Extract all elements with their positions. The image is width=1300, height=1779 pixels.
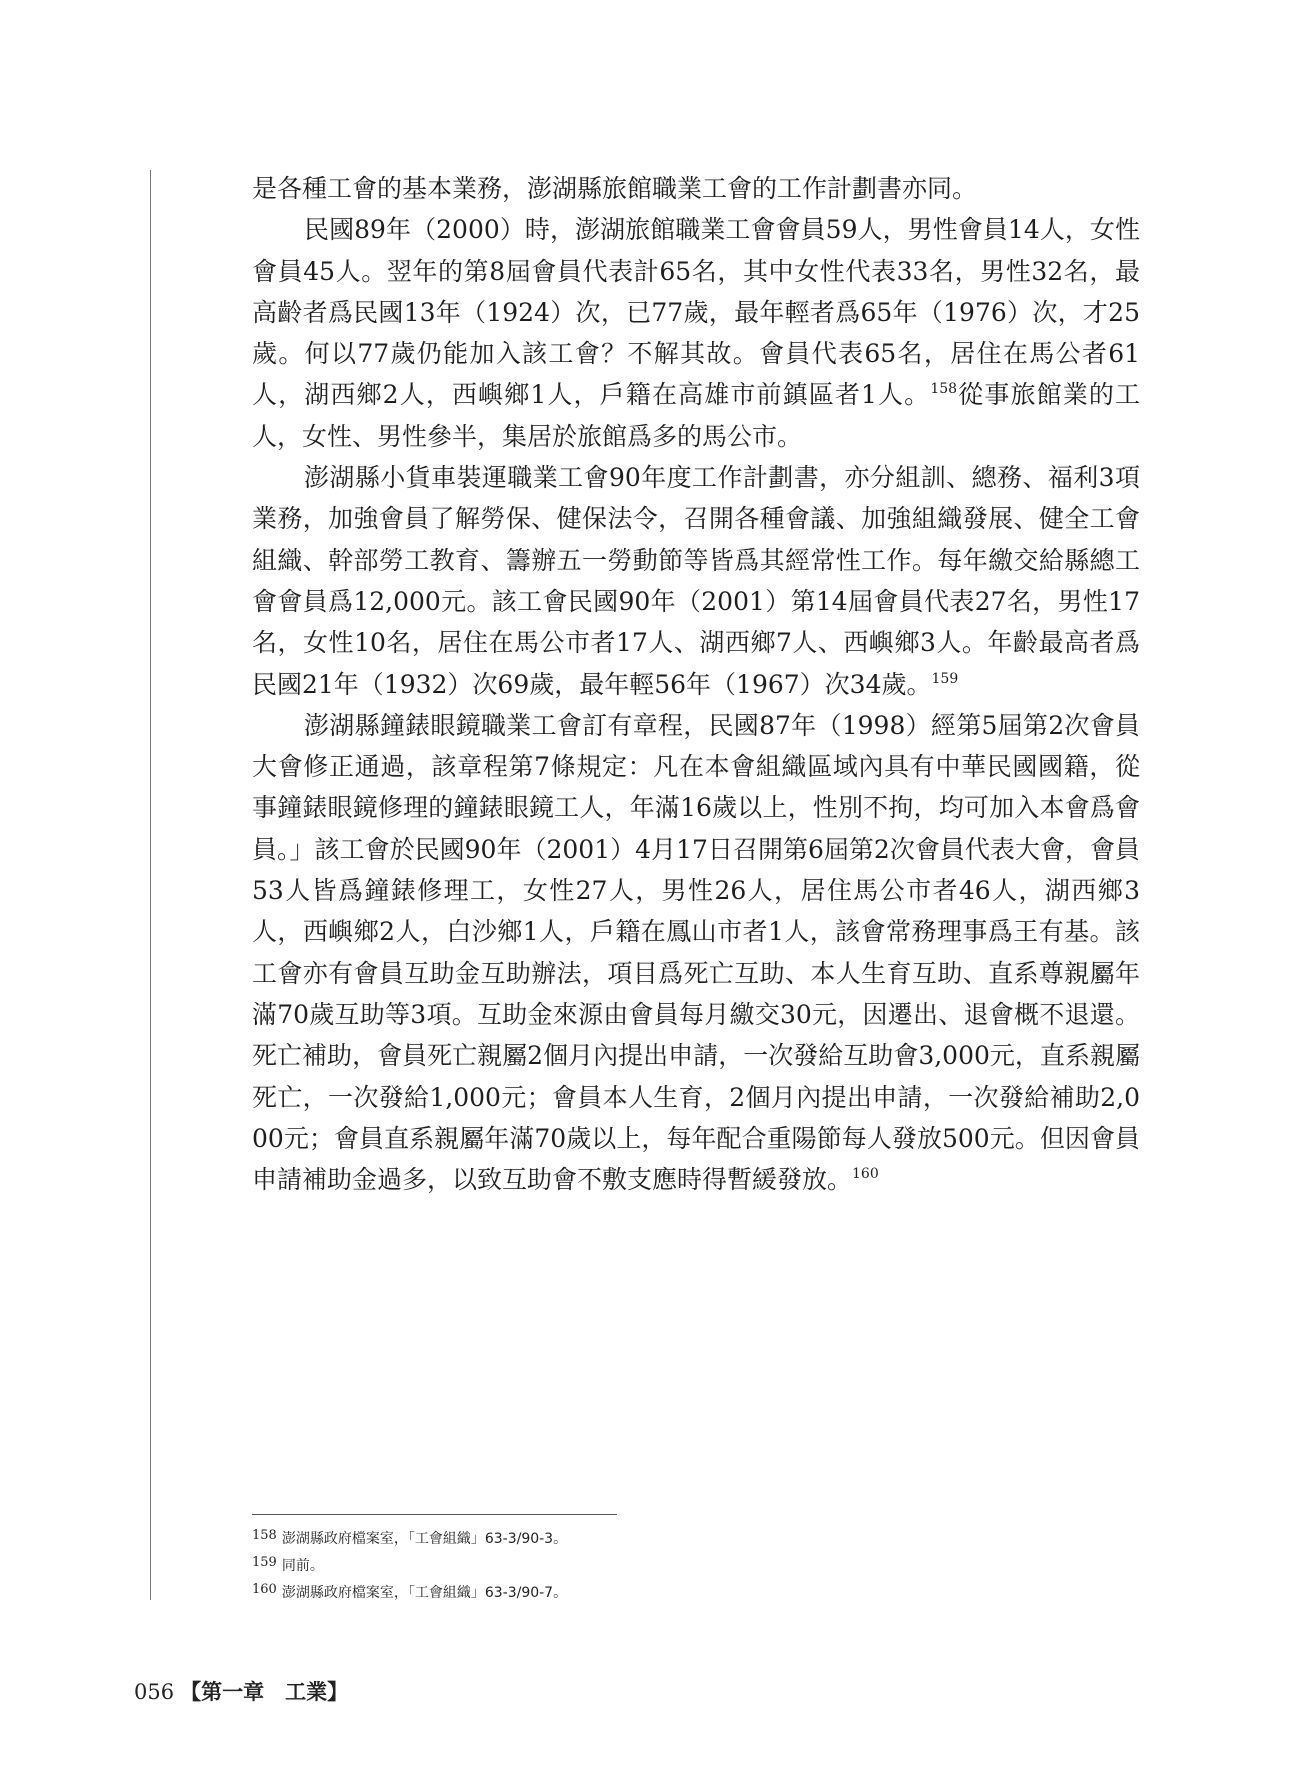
footnote-number: 158 <box>252 1528 277 1543</box>
footnote-reference[interactable]: 160 <box>852 1166 879 1183</box>
footnote-text: 澎湖縣政府檔案室，「工會組織」63-3/90-7。 <box>281 1585 568 1601</box>
paragraph <box>252 457 1140 705</box>
paragraph-text: 澎湖縣鐘錶眼鏡職業工會訂有章程，民國87年（1998）經第5屆第2次會員大會修正通過，該章程第7條規定：凡在本會組織區域內具有中華民國國籍，從事鐘錶眼鏡修理的鐘錶眼鏡工人，年滿16歲以上，性別不拘，均可加入本會爲會員。」該工會於民國90年（2001）4月17日召開第6屆第2次會員代表大會，會員53人皆爲鐘錶修理工，女性27人，男性26人，居住馬公市者46人，湖西鄉3人，西嶼鄉2人，白沙鄉1人，戶籍在鳳山市者1人，該會常務理事爲王有基。該工會亦有會員互助金互助辦法，項目爲死亡互助、本人生育互助、直系尊親屬年滿70歲互助等3項。互助金來源由會員每月繳交30元，因遷出、退會概不退還。死亡補助，會員死亡親屬2個月內提出申請，一次發給互助會3,000元，直系親屬死亡，一次發給1,000元；會員本人生育，2個月內提出申請，一次發給補助2,000元；會員直系親屬年滿70歲以上，每年配合重陽節每人發放500元。但因會員申請補助金過多，以致互助會不敷支應時得暫緩發放。 <box>252 710 1140 1195</box>
footnote-158 <box>252 1524 567 1551</box>
footnote-divider <box>252 1514 617 1515</box>
body-text <box>252 168 1140 1200</box>
footnote-text: 同前。 <box>281 1558 324 1574</box>
footnote-number: 160 <box>252 1582 277 1597</box>
chapter-title: 【第一章 工業】 <box>180 1679 349 1704</box>
page-number: 056 <box>134 1680 175 1704</box>
paragraph-text-continued: 從事旅館業的工人，女性、男性參半，集居於旅館爲多的馬公市。 <box>252 380 1140 451</box>
margin-rule <box>150 170 151 1600</box>
paragraph <box>252 168 1140 209</box>
paragraph <box>252 705 1140 1201</box>
footnotes <box>252 1524 567 1605</box>
paragraph-text: 澎湖縣小貨車裝運職業工會90年度工作計劃書，亦分組訓、總務、福利3項業務，加強會員了解勞保、健保法令，召開各種會議、加強組織發展、健全工會組織、幹部勞工教育、籌辦五一勞動節等皆爲其經常性工作。每年繳交給縣總工會會員爲12,000元。該工會民國90年（2001）第14屆會員代表27名，男性17名，女性10名，居住在馬公市者17人、湖西鄉7人、西嶼鄉3人。年齡最高者爲民國21年（1932）次69歲，最年輕56年（1967）次34歲。 <box>252 463 1140 699</box>
footnote-reference[interactable]: 159 <box>931 670 959 687</box>
paragraph-text: 民國89年（2000）時，澎湖旅館職業工會會員59人，男性會員14人，女性會員45人。翌年的第8屆會員代表計65名，其中女性代表33名，男性32名，最高齡者爲民國13年（1924）次，已77歲，最年輕者爲65年（1976）次，才25歲。何以77歲仍能加入該工會？不解其故。會員代表65名，居住在馬公者61人，湖西鄉2人，西嶼鄉1人，戶籍在高雄市前鎮區者1人。 <box>252 215 1140 410</box>
footnote-159 <box>252 1551 567 1578</box>
footnote-160 <box>252 1578 567 1605</box>
page-folio <box>134 1676 348 1706</box>
paragraph-text: 是各種工會的基本業務，澎湖縣旅館職業工會的工作計劃書亦同。 <box>252 174 978 203</box>
footnote-number: 159 <box>252 1555 277 1570</box>
footnote-text: 澎湖縣政府檔案室，「工會組織」63-3/90-3。 <box>281 1531 568 1547</box>
footnote-reference[interactable]: 158 <box>930 381 958 398</box>
paragraph <box>252 209 1140 457</box>
